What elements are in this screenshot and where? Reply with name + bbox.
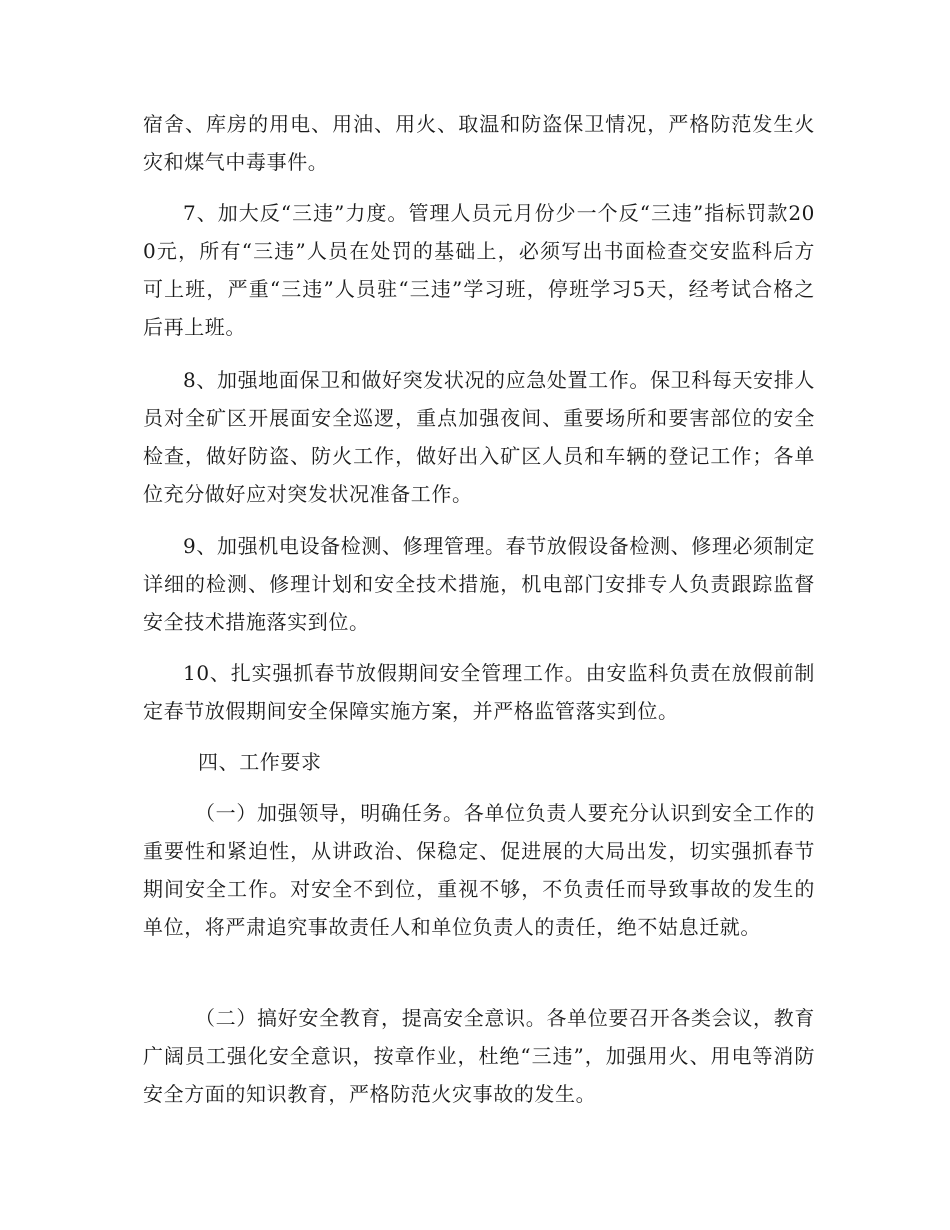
section-heading: 四、工作要求 xyxy=(198,750,322,774)
paragraph-requirement-2: （二）搞好安全教育，提高安全意识。各单位要召开各类会议，教育广阔员工强化安全意识，按章作业，杜绝“三违”，加强用火、用电等消防安全方面的知识教育，严格防范火灾事故的发生。 xyxy=(143,1006,815,1106)
paragraph-item-9: 9、加强机电设备检测、修理管理。春节放假设备检测、修理必须制定详细的检测、修理计划和安全技术措施，机电部门安排专人负责跟踪监督安全技术措施落实到位。 xyxy=(143,534,815,634)
paragraph-item-7: 7、加大反“三违”力度。管理人员元月份少一个反“三违”指标罚款200元，所有“三违”人员在处罚的基础上，必须写出书面检查交安监科后方可上班，严重“三违”人员驻“三违”学习班，停班学习5天，经考试合格之后再上班。 xyxy=(143,201,815,339)
paragraph-item-8: 8、加强地面保卫和做好突发状况的应急处置工作。保卫科每天安排人员对全矿区开展面安全巡逻，重点加强夜间、重要场所和要害部位的安全检查，做好防盗、防火工作，做好出入矿区人员和车辆的登记工作；各单位充分做好应对突发状况准备工作。 xyxy=(143,368,815,506)
paragraph-requirement-1: （一）加强领导，明确任务。各单位负责人要充分认识到安全工作的重要性和紧迫性，从讲政治、保稳定、促进展的大局出发，切实强抓春节期间安全工作。对安全不到位，重视不够，不负责任而导致事故的发生的单位，将严肃追究事故责任人和单位负责人的责任，绝不姑息迁就。 xyxy=(143,801,815,939)
paragraph-item-10: 10、扎实强抓春节放假期间安全管理工作。由安监科负责在放假前制定春节放假期间安全保障实施方案，并严格监管落实到位。 xyxy=(143,661,815,723)
paragraph-dormitory-safety: 宿舍、库房的用电、用油、用火、取温和防盗保卫情况，严格防范发生火灾和煤气中毒事件。 xyxy=(143,112,815,174)
